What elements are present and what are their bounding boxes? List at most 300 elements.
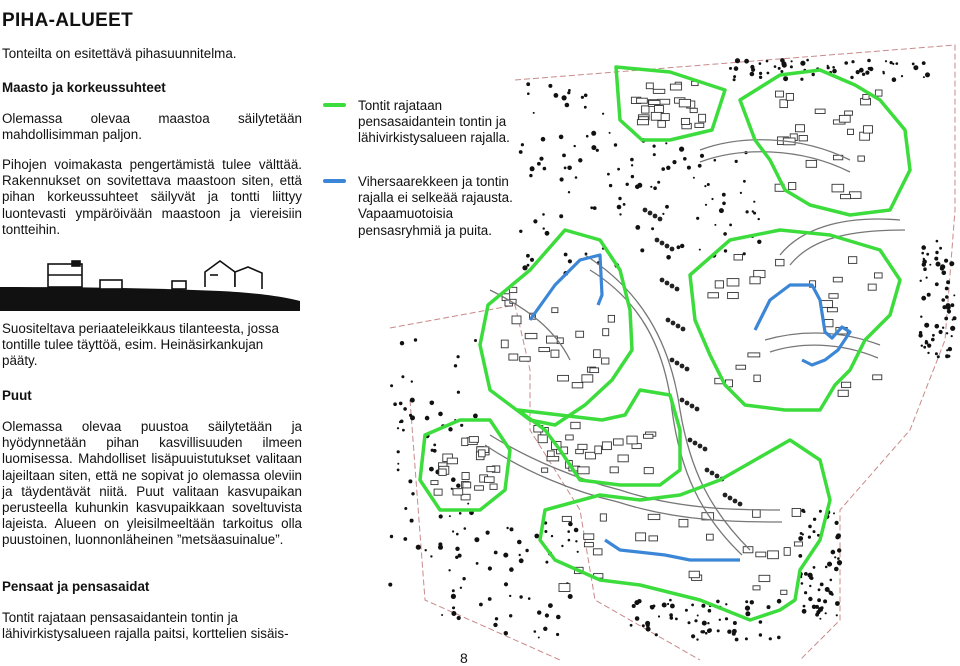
map-tree <box>865 71 869 75</box>
map-tree-row-dot <box>685 401 690 406</box>
map-tree <box>451 611 456 616</box>
map-building <box>525 333 537 338</box>
map-tree <box>565 103 570 108</box>
map-tree <box>655 633 658 636</box>
map-tree <box>509 595 511 597</box>
map-tree-row-dot <box>680 364 685 369</box>
map-tree <box>665 205 669 209</box>
map-tree <box>813 530 816 533</box>
map-building <box>681 118 689 124</box>
map-building <box>845 111 853 115</box>
map-building <box>753 510 761 518</box>
map-tree <box>593 206 597 210</box>
map-tree <box>733 621 737 625</box>
map-tree <box>433 444 436 447</box>
map-tree <box>609 184 612 187</box>
map-tree <box>948 347 952 351</box>
map-tree <box>806 59 809 62</box>
map-tree-row-dot <box>643 208 648 213</box>
map-tree-row-dot <box>690 404 695 409</box>
map-tree <box>527 92 530 95</box>
map-tree <box>808 573 813 578</box>
map-tree-row-dot <box>648 211 653 216</box>
map-tree <box>631 164 633 166</box>
map-tree <box>441 614 443 616</box>
map-tree <box>474 537 479 542</box>
map-tree-row-dot <box>675 287 680 292</box>
map-building <box>829 294 838 299</box>
map-tree <box>548 84 552 88</box>
map-tree <box>642 624 645 627</box>
map-tree <box>525 549 528 552</box>
trees-heading: Puut <box>2 388 32 403</box>
map-building <box>547 451 554 457</box>
map-building <box>539 348 550 352</box>
map-building <box>695 123 704 127</box>
map-tree <box>691 634 695 638</box>
map-tree <box>759 76 762 79</box>
map-tree <box>700 630 703 633</box>
map-building <box>827 308 837 312</box>
map-tree-row-dot <box>670 284 675 289</box>
map-tree <box>677 245 681 249</box>
map-building <box>873 375 882 380</box>
map-building <box>768 551 779 559</box>
map-tree <box>519 595 522 598</box>
map-building <box>637 120 648 125</box>
map-building <box>651 112 661 120</box>
map-tree <box>534 630 537 633</box>
map-tree <box>577 551 579 553</box>
map-building <box>595 446 602 454</box>
map-tree <box>670 616 674 620</box>
map-building <box>786 94 793 101</box>
map-tree <box>733 75 736 78</box>
map-tree <box>714 224 716 226</box>
map-tree <box>474 339 477 342</box>
map-tree <box>529 174 532 177</box>
map-tree <box>559 214 563 218</box>
map-building <box>841 194 851 198</box>
map-building <box>794 542 802 546</box>
map-tree <box>896 62 899 65</box>
trees-body: Olemassa olevaa puustoa säilytetään ja hyödynnetään pihan kasvillisuuden ilmeen luomisessa. Mahdolliset lisäpuuistutukset valitaan lajeiltaan siten, että ne sopivat jo olemassa oleviin ja täydentävät niitä. Puut valitaan kasvupaikan perusteella kuhunkin kasvupaikkaan soveltuvista lajeista. Alueen on yleisilmeeltään tarkoitus olla puustoinen, luonnonläheinen ”metsäasuinalue”. <box>2 419 302 548</box>
map-tree <box>820 606 823 609</box>
map-tree <box>543 227 545 229</box>
map-building <box>789 183 796 190</box>
map-building <box>509 354 518 360</box>
map-tree <box>935 324 940 329</box>
map-building <box>792 509 801 517</box>
map-tree <box>834 556 836 558</box>
map-tree-row-dot <box>675 361 680 366</box>
building-left <box>48 261 122 289</box>
map-tree-row-dot <box>681 327 686 332</box>
map-tree <box>830 579 833 582</box>
map-building <box>708 293 719 298</box>
map-tree <box>451 594 456 599</box>
map-tree <box>927 293 931 297</box>
map-tree <box>825 566 828 569</box>
map-tree <box>504 631 508 635</box>
map-tree <box>733 78 736 81</box>
map-tree-row-dot <box>665 281 670 286</box>
map-tree <box>640 248 644 252</box>
map-tree <box>635 616 640 621</box>
map-tree <box>560 177 564 181</box>
map-tree <box>591 145 596 150</box>
map-tree <box>543 627 547 631</box>
map-building <box>578 444 587 449</box>
map-tree <box>804 591 807 594</box>
map-building <box>833 277 842 282</box>
map-tree <box>623 203 626 206</box>
map-tree <box>926 277 928 279</box>
map-tree <box>835 521 839 525</box>
map-tree <box>416 545 421 550</box>
map-tree <box>488 566 492 570</box>
map-building <box>781 590 787 594</box>
map-blue-open-boundaries <box>530 255 850 560</box>
map-tree <box>486 531 490 535</box>
map-tree <box>539 157 543 161</box>
map-tree-row-dot <box>693 441 698 446</box>
map-tree <box>430 555 432 557</box>
map-building <box>462 473 469 480</box>
map-building <box>736 365 746 369</box>
map-tree <box>527 264 530 267</box>
map-tree <box>833 512 835 514</box>
map-tree <box>543 167 547 171</box>
map-tree <box>932 334 935 337</box>
map-tree <box>567 166 572 171</box>
map-tree <box>802 533 804 535</box>
map-tree <box>927 352 929 354</box>
map-tree <box>944 259 948 263</box>
map-tree <box>452 589 455 592</box>
map-tree <box>666 255 671 260</box>
map-tree <box>634 600 639 605</box>
map-building <box>658 121 666 128</box>
map-tree <box>455 547 459 551</box>
intro-text: Tonteilta on esitettävä pihasuunnitelma. <box>2 46 237 61</box>
map-tree <box>825 612 827 614</box>
map-tree <box>836 614 838 616</box>
map-tree <box>653 186 657 190</box>
map-tree <box>694 619 697 622</box>
map-building <box>838 390 848 396</box>
map-tree <box>632 604 636 608</box>
map-tree <box>803 605 806 608</box>
map-building <box>759 575 770 581</box>
map-tree <box>510 527 514 531</box>
map-building <box>572 383 583 388</box>
map-building <box>542 468 548 472</box>
map-tree <box>402 429 405 432</box>
map-tree <box>464 527 467 530</box>
map-tree <box>661 167 665 171</box>
map-tree-row-dot <box>666 318 671 323</box>
hedges-heading: Pensaat ja pensasaidat <box>2 579 150 594</box>
map-tree <box>410 519 414 523</box>
map-building <box>602 358 609 364</box>
map-tree <box>631 175 634 178</box>
map-tree <box>672 160 676 164</box>
map-tree <box>458 554 462 558</box>
map-tree <box>818 588 821 591</box>
map-tree <box>732 632 736 636</box>
map-tree <box>913 65 918 70</box>
map-building <box>754 375 760 382</box>
map-building <box>512 316 521 324</box>
map-tree-row-dot <box>698 444 703 449</box>
map-tree <box>817 598 821 602</box>
map-tree <box>526 254 530 258</box>
map-tree <box>575 540 577 542</box>
map-tree <box>693 177 695 179</box>
map-tree <box>735 638 739 642</box>
map-tree <box>950 326 955 331</box>
map-tree <box>885 60 887 62</box>
map-tree <box>944 317 948 321</box>
map-tree <box>780 58 785 63</box>
map-tree <box>390 384 393 387</box>
map-tree <box>722 193 726 197</box>
map-tree <box>567 91 570 94</box>
map-tree <box>517 540 522 545</box>
map-tree <box>584 106 587 109</box>
map-tree-row-dot <box>728 496 733 501</box>
map-tree <box>519 150 523 154</box>
map-building <box>655 106 664 113</box>
map-tree <box>526 82 530 86</box>
map-tree <box>568 539 571 542</box>
map-building <box>689 571 699 578</box>
page-title: PIHA-ALUEET <box>2 10 134 31</box>
map-tree <box>675 618 678 621</box>
map-tree <box>925 341 929 345</box>
map-tree <box>410 398 415 403</box>
map-tree <box>651 227 654 230</box>
map-tree <box>618 197 621 200</box>
map-tree <box>850 76 853 79</box>
map-tree <box>827 66 830 69</box>
map-tree <box>683 157 687 161</box>
map-tree <box>528 597 531 600</box>
map-tree <box>934 257 938 261</box>
map-tree <box>942 327 944 329</box>
map-tree <box>429 467 434 472</box>
map-building <box>602 442 611 450</box>
map-tree <box>790 65 793 68</box>
map-tree <box>388 583 392 587</box>
map-building <box>670 84 681 90</box>
map-tree <box>575 176 578 179</box>
map-building <box>653 89 665 93</box>
map-building <box>863 95 869 100</box>
legend-green-line <box>323 103 346 107</box>
map-tree <box>740 192 742 194</box>
map-tree <box>533 112 535 114</box>
map-tree <box>545 561 548 564</box>
map-tree <box>607 173 610 176</box>
map-tree <box>725 617 728 620</box>
legend-green-label: Tontit rajataan pensasaidantein tontin ja lähivirkistysalueen rajalla. <box>358 98 510 146</box>
map-tree <box>699 249 701 251</box>
map-tree <box>457 355 460 358</box>
map-tree <box>745 600 748 603</box>
map-building <box>642 106 649 113</box>
map-building <box>576 449 584 453</box>
map-building <box>727 279 739 286</box>
map-tree <box>734 66 739 71</box>
map-tree <box>927 344 931 348</box>
map-tree-row-dot <box>670 358 675 363</box>
map-tree <box>940 264 945 269</box>
map-tree <box>503 553 508 558</box>
map-tree <box>451 477 456 482</box>
map-tree <box>581 96 584 99</box>
map-tree <box>617 205 622 210</box>
map-tree <box>650 186 652 188</box>
map-tree <box>403 537 407 541</box>
map-tree <box>456 533 459 536</box>
map-tree <box>837 548 841 552</box>
map-tree <box>534 534 539 539</box>
map-building <box>594 350 601 358</box>
map-tree <box>708 609 712 613</box>
map-tree <box>705 632 708 635</box>
map-tree <box>456 484 460 488</box>
map-tree <box>867 59 871 63</box>
map-tree <box>719 208 724 213</box>
map-tree <box>705 204 707 206</box>
page-number: 8 <box>460 650 468 666</box>
map-tree <box>921 245 926 250</box>
map-tree <box>724 249 727 252</box>
map-tree <box>530 258 534 262</box>
map-tree <box>554 93 559 98</box>
map-tree <box>665 142 667 144</box>
map-tree <box>658 615 660 617</box>
map-tree-row-dot <box>688 438 693 443</box>
map-tree <box>800 78 803 81</box>
map-tree <box>399 402 403 406</box>
map-tree-row-dot <box>653 214 658 219</box>
map-tree <box>578 158 582 162</box>
map-building <box>578 467 589 474</box>
map-tree <box>438 545 443 550</box>
map-tree <box>479 603 483 607</box>
map-tree <box>798 554 802 558</box>
map-building <box>584 534 594 540</box>
map-building <box>679 519 688 527</box>
map-tree-row-dot <box>670 247 675 252</box>
map-tree-row-dot <box>685 367 690 372</box>
map-tree <box>562 154 566 158</box>
map-tree <box>823 599 827 603</box>
map-tree <box>924 323 929 328</box>
map-tree <box>393 402 397 406</box>
map-tree <box>509 567 514 572</box>
map-building <box>627 436 637 444</box>
map-building <box>649 100 660 104</box>
map-tree <box>901 75 903 77</box>
map-tree <box>542 213 545 216</box>
map-tree <box>457 391 460 394</box>
map-building <box>463 482 471 488</box>
map-tree <box>707 629 711 633</box>
map-tree <box>812 73 815 76</box>
map-tree <box>912 63 915 66</box>
map-tree <box>946 303 951 308</box>
map-tree <box>935 282 939 286</box>
map-building <box>799 136 807 141</box>
map-building <box>593 549 602 555</box>
map-tree <box>778 67 781 70</box>
map-tree <box>939 330 943 334</box>
legend-blue-line <box>323 179 346 183</box>
map-tree-row-dot <box>723 493 728 498</box>
map-tree <box>700 154 704 158</box>
map-tree <box>946 280 950 284</box>
map-building <box>842 382 851 387</box>
map-tree <box>551 535 553 537</box>
map-building <box>562 516 571 521</box>
map-tree <box>495 617 498 620</box>
map-tree <box>729 224 732 227</box>
map-tree <box>716 600 720 604</box>
map-tree <box>452 606 455 609</box>
map-tree <box>533 219 537 223</box>
map-tree <box>759 72 762 75</box>
map-tree <box>723 232 727 236</box>
map-building <box>849 192 861 199</box>
map-tree <box>670 604 675 609</box>
map-tree <box>837 560 842 565</box>
map-tree-row-dot <box>695 407 700 412</box>
map-building <box>538 435 547 443</box>
map-building <box>776 91 784 97</box>
map-tree <box>586 135 589 138</box>
site-plan-map <box>380 40 960 666</box>
map-tree <box>809 585 811 587</box>
map-building <box>485 477 495 483</box>
map-tree <box>696 217 699 220</box>
map-building <box>756 552 766 557</box>
map-tree <box>544 530 547 533</box>
map-tree <box>936 240 939 243</box>
map-tree <box>937 355 940 358</box>
map-tree <box>679 147 684 152</box>
map-building <box>490 484 497 489</box>
map-tree <box>637 183 642 188</box>
map-tree <box>430 401 435 406</box>
map-tree <box>425 416 430 421</box>
map-tree-row-dot <box>660 241 665 246</box>
map-tree <box>493 623 497 627</box>
map-tree <box>774 65 777 68</box>
map-tree <box>947 309 951 313</box>
map-tree <box>827 562 832 567</box>
map-tree <box>476 562 479 565</box>
map-tree <box>921 345 923 347</box>
map-building <box>776 259 784 265</box>
map-tree <box>538 637 540 639</box>
map-tree <box>414 338 417 341</box>
map-tree <box>722 202 726 206</box>
map-tree <box>929 264 931 266</box>
